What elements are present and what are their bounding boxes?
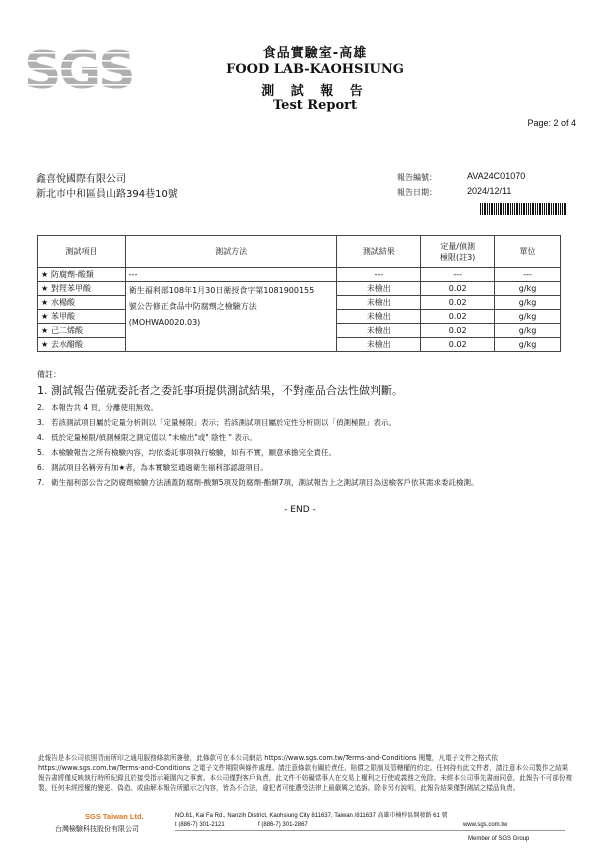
note-number: 5. bbox=[37, 448, 45, 457]
note-item bbox=[37, 433, 567, 443]
unit-cell: g/kg bbox=[495, 310, 561, 324]
note-number: 1. bbox=[37, 384, 48, 397]
limit-cell: --- bbox=[421, 268, 495, 282]
star-icon: ★ bbox=[41, 326, 49, 335]
result-cell: 未檢出 bbox=[337, 282, 421, 296]
end-marker: - END - bbox=[284, 505, 316, 515]
method-line: (MOHWA0020.03) bbox=[128, 318, 201, 327]
report-title-en: Test Report bbox=[273, 98, 357, 113]
company-fax: f (886-7) 301-2867 bbox=[258, 822, 308, 828]
result-cell: 未檢出 bbox=[337, 338, 421, 352]
unit-cell: g/kg bbox=[495, 282, 561, 296]
note-number: 2. bbox=[37, 403, 45, 412]
item-cell bbox=[38, 282, 126, 296]
notes-list bbox=[37, 384, 567, 493]
note-text: 本報告共 4 頁，分離使用無效。 bbox=[51, 403, 159, 412]
note-text: 若該測試項目屬於定量分析則以「定量極限」表示；若該測試項目屬於定性分析則以「偵測極限」表示。 bbox=[51, 418, 396, 427]
company-tel: t (886-7) 301-2121 bbox=[175, 822, 225, 828]
footer-company bbox=[55, 812, 144, 834]
star-icon: ★ bbox=[41, 312, 49, 321]
note-text: 測試報告僅就委託者之委託事項提供測試結果，不對產品合法性做判斷。 bbox=[51, 384, 403, 397]
footer-divider bbox=[175, 830, 565, 831]
report-title-zh: 測 試 報 告 bbox=[261, 84, 369, 99]
unit-cell: g/kg bbox=[495, 324, 561, 338]
note-text: 測試項目名稱旁有加★者，為本實驗室通過衛生福利部認證項目。 bbox=[51, 463, 268, 472]
item-name: 對羥苯甲酸 bbox=[51, 284, 91, 293]
col-header-method: 測試方法 bbox=[125, 236, 337, 268]
item-cell bbox=[38, 310, 126, 324]
result-cell: --- bbox=[337, 268, 421, 282]
footer-contact bbox=[175, 812, 447, 830]
note-number: 3. bbox=[37, 418, 45, 427]
report-no-value: AVA24C01070 bbox=[467, 171, 526, 181]
report-date-label: 報告日期： bbox=[397, 188, 437, 197]
note-item bbox=[37, 418, 567, 428]
report-no-label: 報告編號： bbox=[397, 173, 437, 182]
limit-header-line2: 極限(註3) bbox=[439, 252, 476, 262]
limit-cell: 0.02 bbox=[421, 338, 495, 352]
table-header-row bbox=[38, 236, 561, 268]
table-row bbox=[38, 282, 561, 296]
limit-cell: 0.02 bbox=[421, 296, 495, 310]
company-name-zh: 台灣檢驗科技股份有限公司 bbox=[55, 825, 139, 833]
col-header-result: 測試結果 bbox=[337, 236, 421, 268]
method-cell bbox=[125, 282, 337, 352]
lab-name-en: FOOD LAB-KAOHSIUNG bbox=[226, 62, 404, 77]
member-of-sgs-group: Member of SGS Group bbox=[468, 836, 530, 842]
note-item bbox=[37, 448, 567, 458]
star-icon: ★ bbox=[41, 284, 49, 293]
note-text: 低於定量極限/偵測極限之測定值以 "未檢出"或" 陰性 " 表示。 bbox=[51, 433, 257, 442]
star-icon: ★ bbox=[41, 270, 49, 279]
company-website[interactable]: www.sgs.com.tw bbox=[463, 822, 508, 828]
star-icon: ★ bbox=[41, 298, 49, 307]
lab-name-zh: 食品實驗室-高雄 bbox=[262, 46, 368, 61]
item-name: 水楊酸 bbox=[51, 298, 75, 307]
company-name-en: SGS Taiwan Ltd. bbox=[85, 812, 144, 821]
col-header-item: 測試項目 bbox=[38, 236, 126, 268]
note-item bbox=[37, 384, 567, 398]
note-number: 7. bbox=[37, 478, 45, 487]
unit-cell: g/kg bbox=[495, 296, 561, 310]
item-cell bbox=[38, 338, 126, 352]
limit-cell: 0.02 bbox=[421, 310, 495, 324]
item-cell bbox=[38, 268, 126, 282]
sgs-logo bbox=[22, 38, 132, 96]
note-item bbox=[37, 463, 567, 473]
note-text: 衛生福利部公告之防腐劑檢驗方法涵蓋防腐劑-酸類5項及防腐劑-酯類7項，測試報告上之測試項目為送檢客戶依其需求委託檢測。 bbox=[51, 478, 479, 487]
note-number: 4. bbox=[37, 433, 45, 442]
unit-cell: --- bbox=[495, 268, 561, 282]
barcode bbox=[480, 203, 566, 215]
item-name: 防腐劑-酸類 bbox=[51, 270, 94, 279]
result-cell: 未檢出 bbox=[337, 324, 421, 338]
results-table bbox=[37, 235, 561, 352]
client-name: 鑫喜悅國際有限公司 bbox=[36, 174, 126, 185]
footer-disclaimer: 此報告是本公司依照背面所印之通用服務條款所簽發，此條款可在本公司網站 https://www.sgs.com.tw/Terms-and-Conditions 閱覽，凡電子文件之格式依 https://www.sgs.com.tw/Terms-and-Conditions 之電子文件期限與條件處理。請注意條款有關於責任、賠償之限制及管轄權的約定。任何持有此文件者，請注意本公司製作之結果報告書將僅反映執行時所紀錄且於接受指示範圍內之事實。本公司僅對客戶負責，此文件不妨礙當事人在交易上權利之行使或義務之免除。未經本公司事先書面同意，此報告不可部份複製。任何未經授權的變更、偽造、或曲解本報告所顯示之內容，皆為不合法，違犯者可能遭受法律上最嚴厲之追訴。除非另有說明，此報告結果僅對測試之樣品負責。 bbox=[38, 754, 573, 792]
col-header-limit bbox=[421, 236, 495, 268]
page-number: Page: 2 of 4 bbox=[527, 118, 576, 128]
note-item bbox=[37, 478, 567, 488]
note-item bbox=[37, 403, 567, 413]
result-cell: 未檢出 bbox=[337, 296, 421, 310]
unit-cell: g/kg bbox=[495, 338, 561, 352]
note-number: 6. bbox=[37, 463, 45, 472]
limit-cell: 0.02 bbox=[421, 282, 495, 296]
table-row bbox=[38, 268, 561, 282]
col-header-unit: 單位 bbox=[495, 236, 561, 268]
method-line: 衛生福利部108年1月30日衛授食字第1081900155 bbox=[128, 286, 315, 295]
item-name: 去水醋酸 bbox=[51, 340, 83, 349]
notes-title: 備註： bbox=[37, 370, 61, 379]
item-cell bbox=[38, 296, 126, 310]
company-address: NO.61, Kai Fa Rd., Nanzih District, Kaohsiung City 811637, Taiwan /811637 高雄市楠梓區開發路 61 號 bbox=[175, 813, 448, 819]
result-cell: 未檢出 bbox=[337, 310, 421, 324]
item-name: 己二烯酸 bbox=[51, 326, 83, 335]
star-icon: ★ bbox=[41, 340, 49, 349]
method-cell: --- bbox=[125, 268, 337, 282]
report-date-value: 2024/12/11 bbox=[467, 186, 512, 196]
limit-header-line1: 定量/偵測 bbox=[440, 241, 475, 251]
item-name: 苯甲酸 bbox=[51, 312, 75, 321]
client-address: 新北市中和區員山路394巷10號 bbox=[36, 189, 178, 200]
item-cell bbox=[38, 324, 126, 338]
note-text: 本檢驗報告之所有檢驗內容，均依委託事項執行檢驗，如有不實，願意承擔完全責任。 bbox=[51, 448, 336, 457]
method-line: 號公告修正食品中防腐劑之檢驗方法 bbox=[128, 302, 257, 311]
limit-cell: 0.02 bbox=[421, 324, 495, 338]
